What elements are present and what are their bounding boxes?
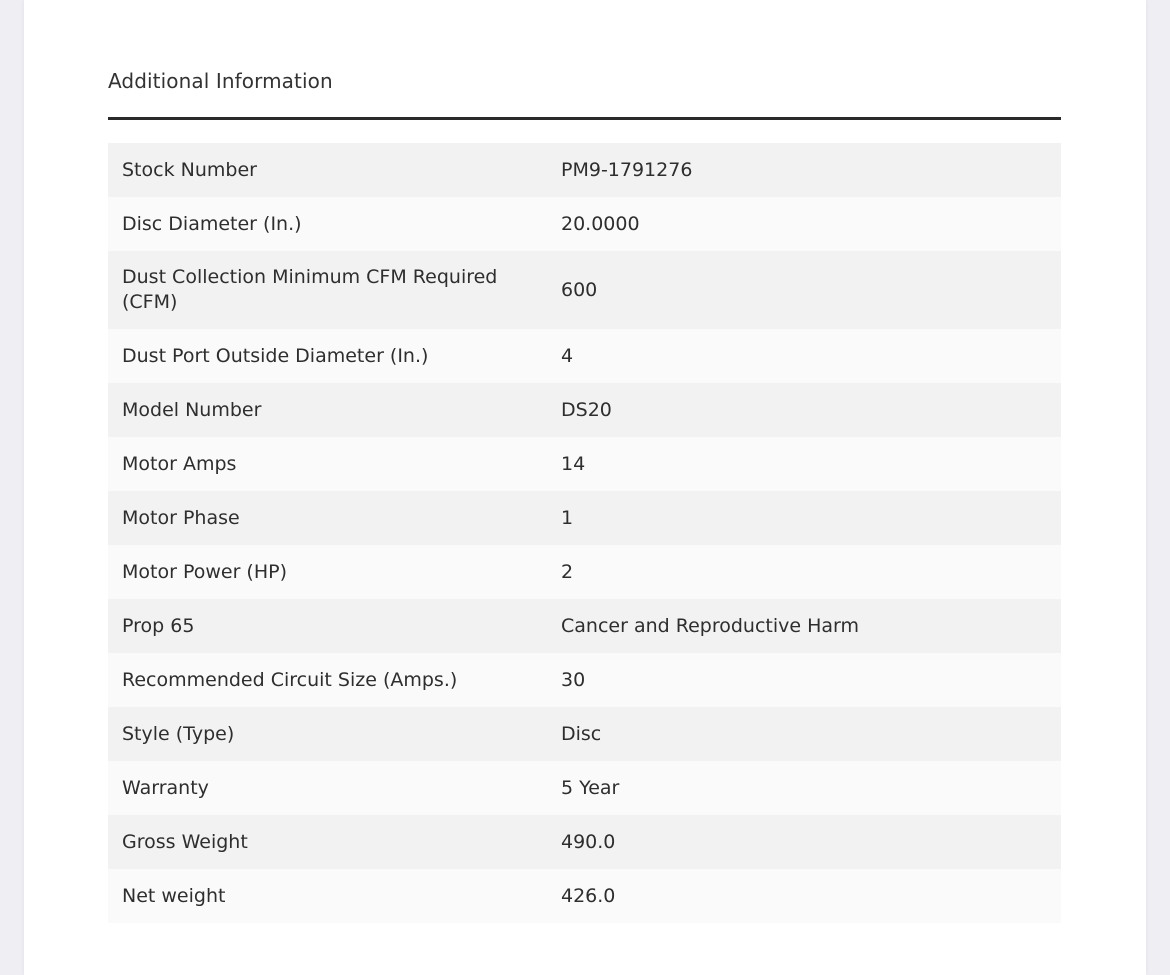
spec-value: 20.0000 [561,212,640,235]
spec-label: Disc Diameter (In.) [122,212,302,235]
spec-label: Dust Port Outside Diameter (In.) [122,344,429,367]
spec-value: 4 [561,344,574,367]
spec-label: Model Number [122,398,262,421]
spec-value: Cancer and Reproductive Harm [561,614,860,637]
table-row [108,815,1061,869]
spec-label: Style (Type) [122,722,235,745]
table-row [108,707,1061,761]
spec-value: Disc [561,722,602,745]
table-row [108,329,1061,383]
specifications-table [108,143,1061,923]
spec-value: 600 [561,278,598,301]
spec-label: Motor Amps [122,452,237,475]
table-row [108,383,1061,437]
spec-value: 426.0 [561,884,616,907]
table-row [108,491,1061,545]
table-row [108,437,1061,491]
spec-value: DS20 [561,398,612,421]
spec-label: Warranty [122,776,209,799]
spec-label: Net weight [122,884,226,907]
spec-value: PM9-1791276 [561,158,693,181]
spec-label: Recommended Circuit Size (Amps.) [122,668,458,691]
spec-label: Gross Weight [122,830,248,853]
spec-label: Stock Number [122,158,257,181]
spec-value: 490.0 [561,830,616,853]
table-row [108,251,1061,329]
page-card [24,0,1146,975]
spec-label: Motor Phase [122,506,240,529]
spec-value: 2 [561,560,574,583]
table-row [108,197,1061,251]
table-row [108,599,1061,653]
spec-label: Prop 65 [122,614,195,637]
spec-value: 30 [561,668,586,691]
spec-value: 5 Year [561,776,620,799]
spec-value: 1 [561,506,574,529]
table-row [108,869,1061,923]
section-title: Additional Information [108,69,333,93]
table-row [108,143,1061,197]
spec-label: Motor Power (HP) [122,560,287,583]
table-row [108,653,1061,707]
table-row [108,545,1061,599]
spec-label: Dust Collection Minimum CFM Required (CFM) [122,266,498,313]
title-divider [108,117,1061,120]
spec-value: 14 [561,452,586,475]
table-row [108,761,1061,815]
